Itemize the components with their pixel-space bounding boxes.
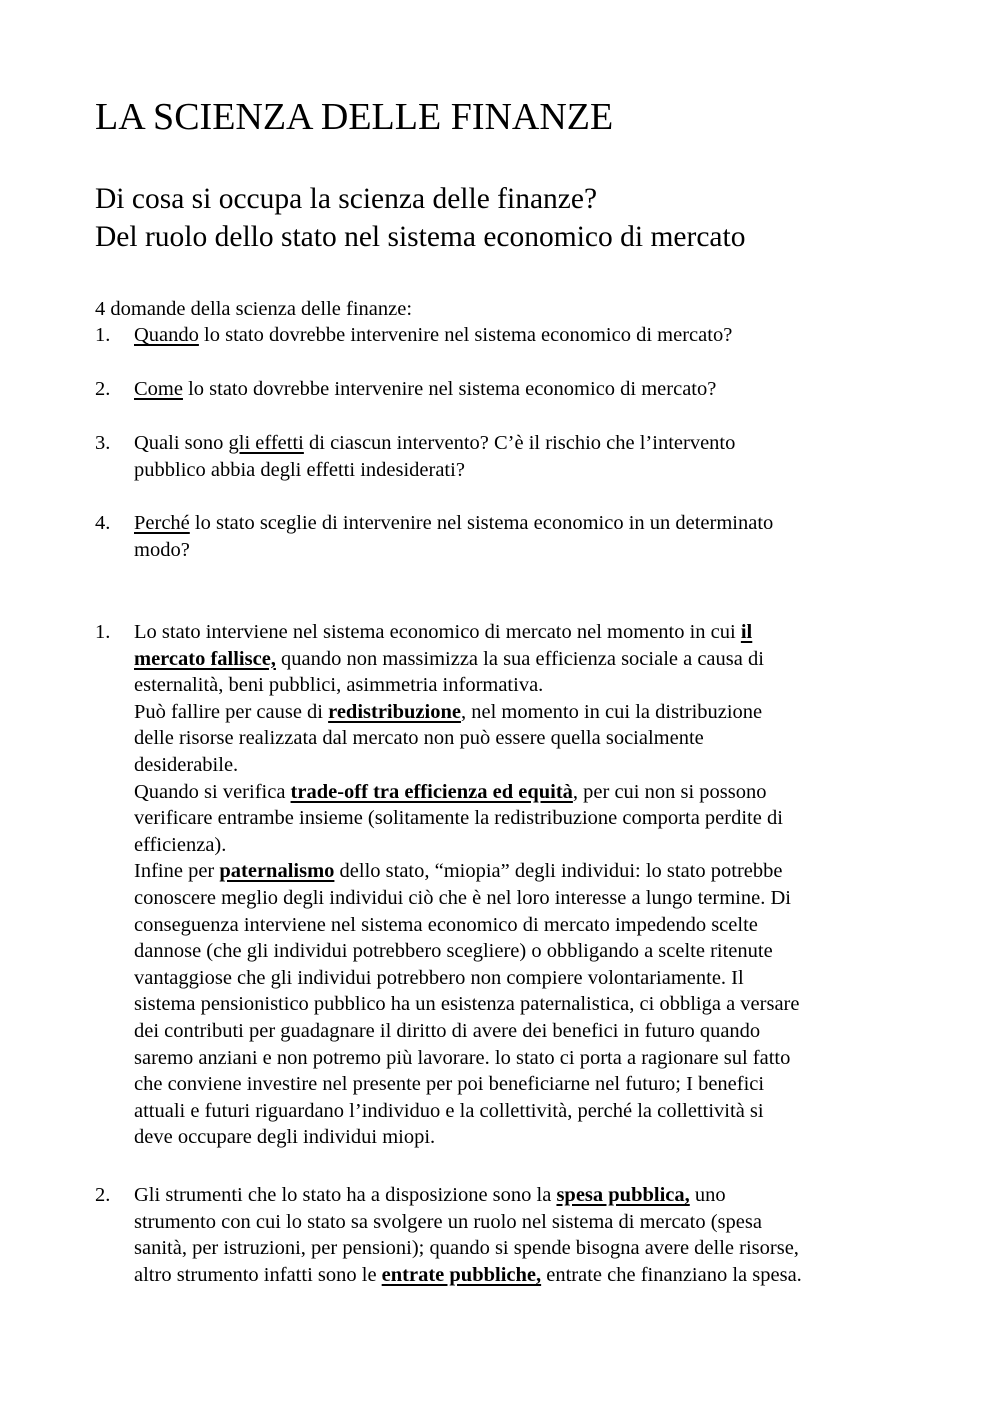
question-1 [95,322,907,349]
question-text: pubblico abbia degli effetti indesiderati? [134,458,465,481]
answer-text: esternalità, beni pubblici, asimmetria informativa. [134,674,544,697]
question-text: Quali sono [134,432,229,454]
answer-keyword: trade-off tra efficienza ed equità [290,780,573,803]
question-number: 4. [95,512,111,534]
answer-text: desiderabile. [134,753,239,776]
answer-text: conoscere meglio degli individui ciò che è nel loro interesse a lungo termine. Di [134,886,791,909]
answer-text: verificare entrambe insieme (solitamente la redistribuzione comporta perdite di [134,807,783,830]
subtitle-line-2: Del ruolo dello stato nel sistema economico di mercato [95,221,746,253]
answer-text: , per cui non si possono [572,780,767,803]
question-text: di ciascun intervento? C’è il rischio che l’intervento [303,432,736,454]
answer-text: conseguenza interviene nel sistema economico di mercato impedendo scelte [134,913,758,936]
answer-text: Lo stato interviene nel sistema economico di mercato nel momento in cui [134,621,741,643]
answer-text: uno [689,1184,726,1206]
answer-text: entrate che finanziano la spesa. [541,1263,802,1286]
question-keyword: gli effetti [228,432,304,454]
answer-text: Infine per [134,860,220,883]
answer-text: altro strumento infatti sono le [134,1263,382,1286]
answer-text: dei contributi per guadagnare il diritto di avere dei benefici in futuro quando [134,1019,761,1042]
answer-keyword: redistribuzione [328,700,461,723]
answer-text: sanità, per istruzioni, per pensioni); quando si spende bisogna avere delle risorse, [134,1237,799,1260]
question-number: 2. [95,378,111,400]
answer-text: Può fallire per cause di [134,700,329,723]
answer-text: che conviene investire nel presente per poi beneficiarne nel futuro; I benefici [134,1073,765,1096]
answer-text: strumento con cui lo stato sa svolgere un ruolo nel sistema di mercato (spesa [134,1210,762,1233]
answer-text: saremo anziani e non potremo più lavorare. lo stato ci porta a ragionare sul fatto [134,1046,791,1069]
answer-text: efficienza). [134,833,227,856]
answer-keyword: entrate pubbliche, [381,1263,542,1286]
answer-text: Gli strumenti che lo stato ha a disposizione sono la [134,1184,557,1206]
question-text: lo stato sceglie di intervenire nel sistema economico in un determinato [189,512,774,534]
answer-text: delle risorse realizzata dal mercato non può essere quella socialmente [134,727,704,750]
answer-text: dannose (che gli individui potrebbero scegliere) o obbligando a scelte ritenute [134,940,773,963]
document-subtitle [95,180,745,256]
answer-keyword: spesa pubblica, [556,1184,690,1206]
answer-text: attuali e futuri riguardano l’individuo e la collettività, perché la collettività si [134,1099,764,1122]
question-number: 1. [95,324,111,346]
answer-text: dello stato, “miopia” degli individui: lo stato potrebbe [334,860,783,883]
answer-1 [95,619,907,1151]
questions-intro: 4 domande della scienza delle finanze: [95,298,413,320]
answer-text: Quando si verifica [134,780,291,803]
answer-keyword: il [740,621,753,643]
answer-keyword: mercato fallisce, [134,647,276,670]
answer-number: 1. [95,621,111,643]
answer-2 [95,1182,907,1288]
answer-text: , nel momento in cui la distribuzione [460,700,763,723]
question-text: modo? [134,538,190,561]
question-number: 3. [95,432,111,454]
question-text: lo stato dovrebbe intervenire nel sistema economico di mercato? [182,378,717,400]
document-title: LA SCIENZA DELLE FINANZE [95,96,614,138]
answer-text: quando non massimizza la sua efficienza sociale a causa di [275,647,764,670]
question-text: lo stato dovrebbe intervenire nel sistema economico di mercato? [198,324,733,346]
answer-text: deve occupare degli individui miopi. [134,1126,436,1149]
question-keyword: Come [134,378,183,400]
question-2 [95,376,907,403]
answer-text: sistema pensionistico pubblico ha un esistenza paternalistica, ci obbliga a versare [134,993,800,1016]
subtitle-line-1: Di cosa si occupa la scienza delle finanze? [95,183,598,215]
question-keyword: Quando [134,324,199,346]
question-keyword: Perché [134,512,190,534]
answer-text: vantaggiose che gli individui potrebbero non compiere volontariamente. Il [134,966,744,989]
question-3 [95,430,907,483]
question-4 [95,510,907,563]
answer-number: 2. [95,1184,111,1206]
answer-keyword: paternalismo [219,860,335,883]
